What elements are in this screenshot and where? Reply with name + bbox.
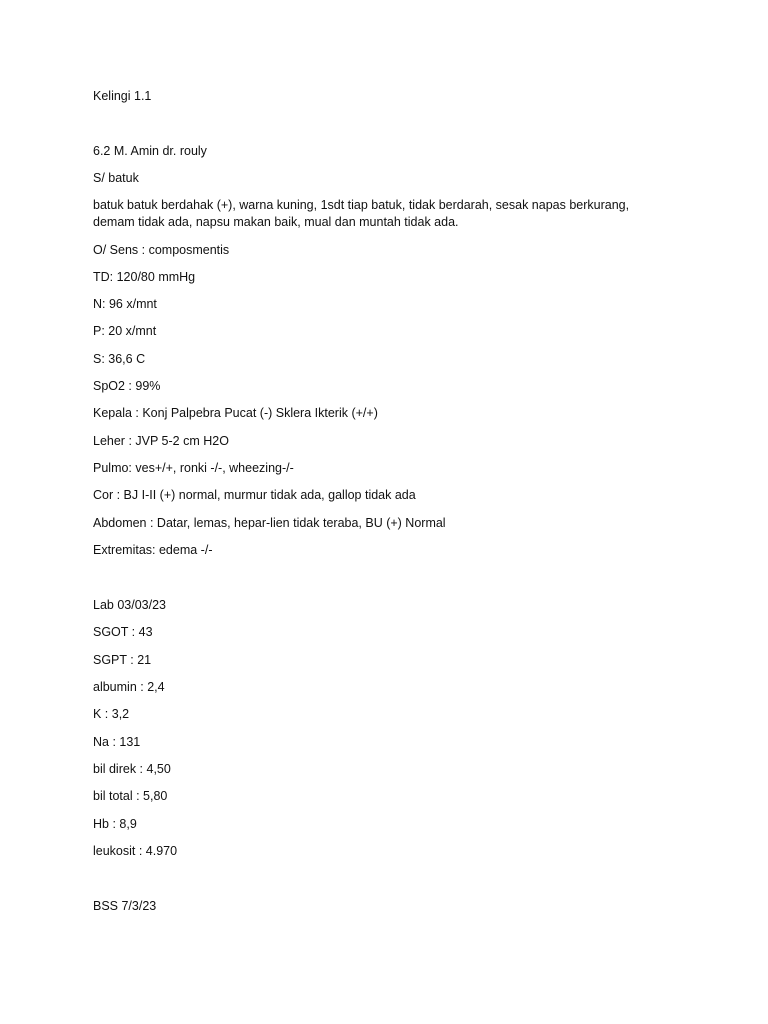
objective-cor: Cor : BJ I-II (+) normal, murmur tidak ada, gallop tidak ada (93, 488, 416, 502)
lab-sgot: SGOT : 43 (93, 625, 153, 639)
objective-sens: O/ Sens : composmentis (93, 243, 230, 257)
bss-entry: BSS 7/3/23 (93, 899, 157, 913)
subjective-text: batuk batuk berdahak (+), warna kuning, 1sdt tiap batuk, tidak berdarah, sesak napas berkurang, demam tidak ada, napsu makan baik, mual dan muntah tidak ada. (93, 198, 630, 229)
objective-pulmo: Pulmo: ves+/+, ronki -/-, wheezing-/- (93, 461, 294, 475)
lab-bil-total: bil total : 5,80 (93, 789, 168, 803)
objective-spo2: SpO2 : 99% (93, 379, 161, 393)
objective-n: N: 96 x/mnt (93, 297, 157, 311)
lab-k: K : 3,2 (93, 707, 130, 721)
objective-leher: Leher : JVP 5-2 cm H2O (93, 434, 229, 448)
objective-p: P: 20 x/mnt (93, 324, 157, 338)
lab-bil-direk: bil direk : 4,50 (93, 762, 171, 776)
objective-s: S: 36,6 C (93, 352, 146, 366)
entry-title: 6.2 M. Amin dr. rouly (93, 144, 207, 158)
lab-albumin: albumin : 2,4 (93, 680, 165, 694)
objective-extremitas: Extremitas: edema -/- (93, 543, 213, 557)
objective-td: TD: 120/80 mmHg (93, 270, 196, 284)
lab-sgpt: SGPT : 21 (93, 653, 152, 667)
objective-kepala: Kepala : Konj Palpebra Pucat (-) Sklera Ikterik (+/+) (93, 406, 378, 420)
document-header: Kelingi 1.1 (93, 89, 152, 103)
lab-title: Lab 03/03/23 (93, 598, 166, 612)
lab-hb: Hb : 8,9 (93, 817, 137, 831)
lab-leukosit: leukosit : 4.970 (93, 844, 178, 858)
subjective-label: S/ batuk (93, 171, 139, 185)
objective-abdomen: Abdomen : Datar, lemas, hepar-lien tidak teraba, BU (+) Normal (93, 516, 446, 530)
lab-na: Na : 131 (93, 735, 141, 749)
